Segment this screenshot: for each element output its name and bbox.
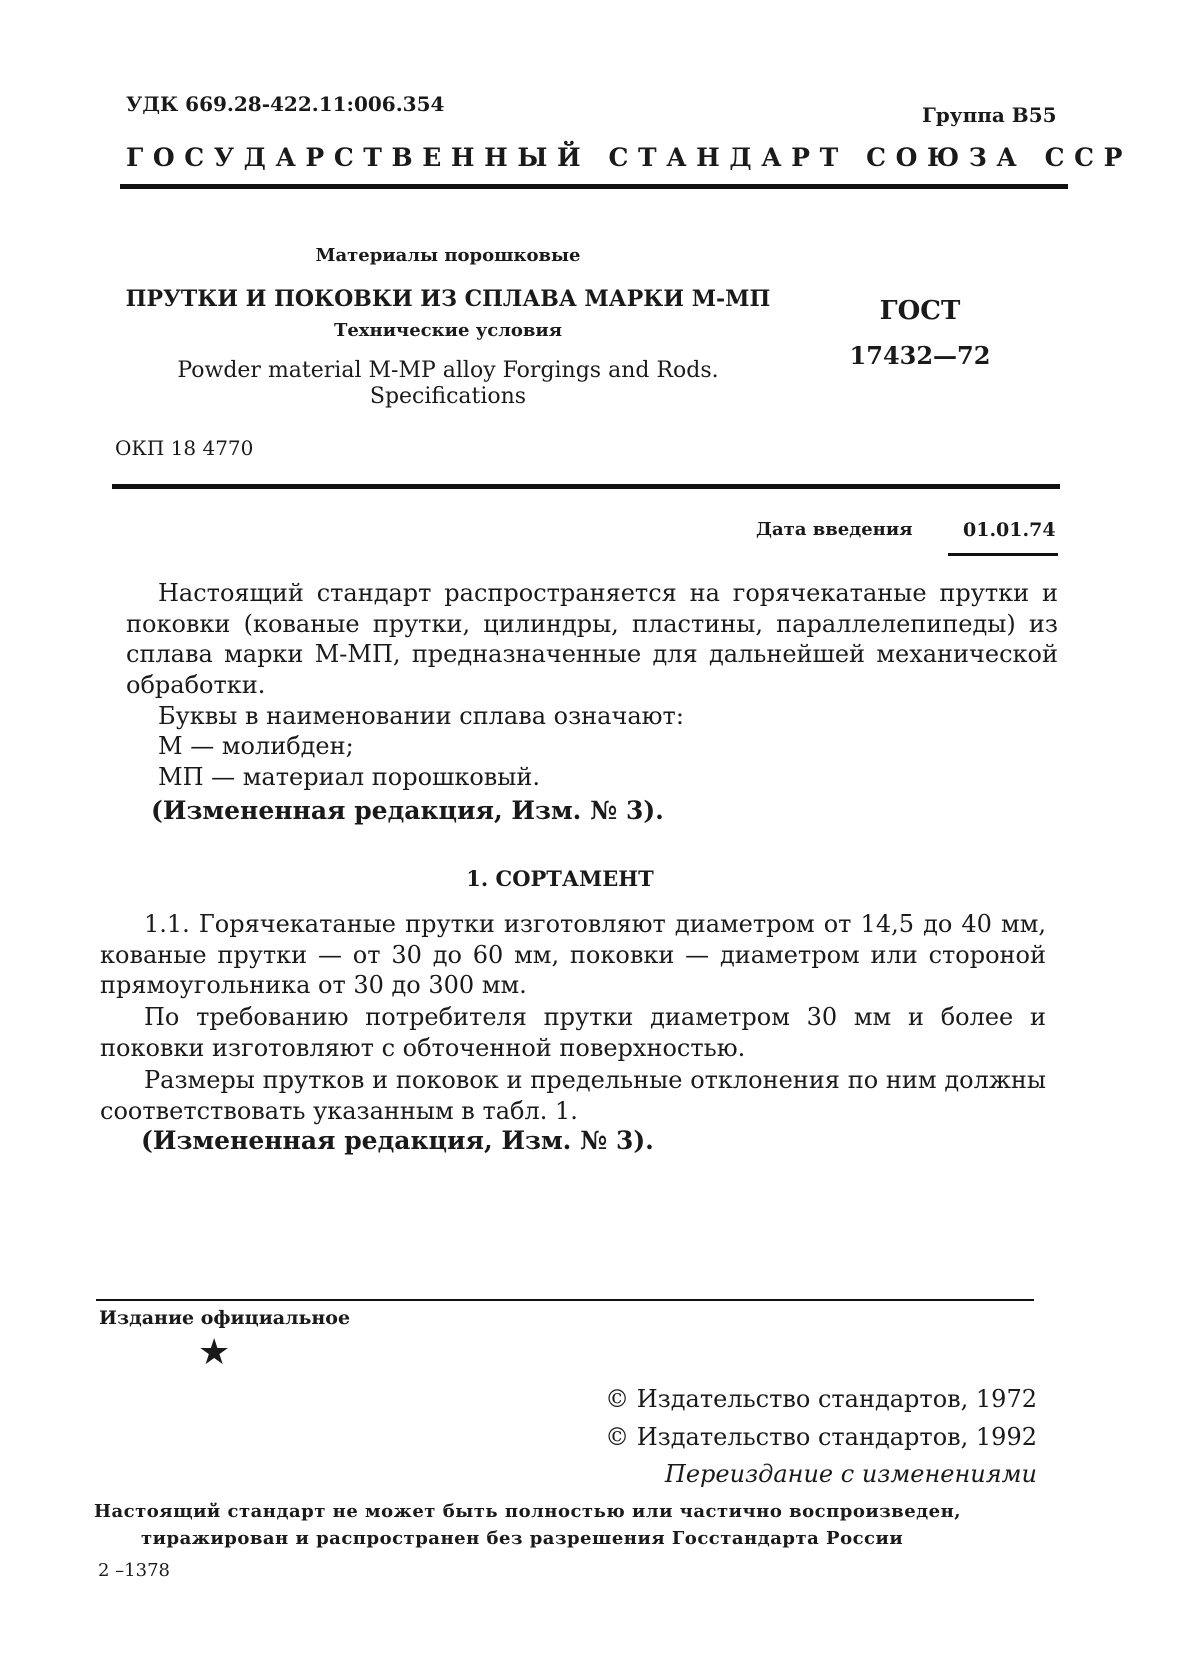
header-rule <box>120 184 1068 189</box>
gost-label: ГОСТ <box>879 296 961 326</box>
title-block-rule <box>112 484 1060 489</box>
document-subtitle: Технические условия <box>333 320 563 341</box>
clause-1-1-paragraph-3: Размеры прутков и поковок и предельные отклонения по ним должны соответствовать указанным в табл. 1. <box>100 1066 1046 1125</box>
group-code: Группа В55 <box>922 103 1057 127</box>
reproduction-warning-line2: тиражирован и распространен без разрешения Госстандарта России <box>141 1528 904 1549</box>
preamble-paragraph: Настоящий стандарт распространяется на горячекатаные прутки и поковки (кованые прутки, цилиндры, пластины, параллелепипеды) из сплава марки М-МП, предназначенные для дальнейшей механической обработки. <box>126 579 1058 699</box>
clause-1-1-paragraph-2: По требованию потребителя прутки диаметром 30 мм и более и поковки изготовляют с обточенной поверхностью. <box>100 1003 1046 1062</box>
copyright-1992: © Издательство стандартов, 1992 <box>605 1423 1037 1451</box>
letters-intro: Буквы в наименовании сплава означают: <box>158 702 684 730</box>
clause-1-1: 1.1. Горячекатаные прутки изготовляют диаметром от 14,5 до 40 мм, кованые прутки — от 30 до 60 мм, поковки — диаметром или стороной прямоугольника от 30 до 300 мм. <box>100 910 1046 999</box>
udk-code: УДК 669.28-422.11:006.354 <box>126 92 445 116</box>
state-standard-heading: ГОСУДАРСТВЕННЫЙ СТАНДАРТ СОЮЗА ССР <box>126 143 1133 172</box>
category: Материалы порошковые <box>315 245 581 266</box>
section-amendment-note: (Измененная редакция, Изм. № 3). <box>141 1126 654 1155</box>
document-title: ПРУТКИ И ПОКОВКИ ИЗ СПЛАВА МАРКИ М-МП <box>125 286 771 312</box>
star-icon: ★ <box>198 1332 231 1373</box>
reproduction-warning-line1: Настоящий стандарт не может быть полностью или частично воспроизведен, <box>94 1501 962 1522</box>
letter-mp-definition: МП — материал порошковый. <box>158 763 541 791</box>
date-underline <box>948 553 1058 556</box>
reprint-note: Переиздание с изменениями <box>664 1460 1037 1488</box>
section-heading: 1. СОРТАМЕНТ <box>466 866 654 891</box>
okp-code: ОКП 18 4770 <box>115 436 254 460</box>
gost-number: 17432—72 <box>849 341 991 370</box>
english-title-line1: Powder material M-MP alloy Forgings and Rods. <box>177 358 719 383</box>
letter-m-definition: М — молибден; <box>158 732 354 760</box>
preamble-amendment-note: (Измененная редакция, Изм. № 3). <box>151 796 664 825</box>
english-title-line2: Specifications <box>369 384 527 409</box>
copyright-1972: © Издательство стандартов, 1972 <box>605 1385 1037 1413</box>
intro-date-value: 01.01.74 <box>963 519 1056 541</box>
print-code: 2 –1378 <box>98 1560 170 1581</box>
intro-date-label: Дата введения <box>756 519 913 540</box>
footer-rule <box>96 1299 1034 1301</box>
official-edition-label: Издание официальное <box>99 1307 351 1329</box>
